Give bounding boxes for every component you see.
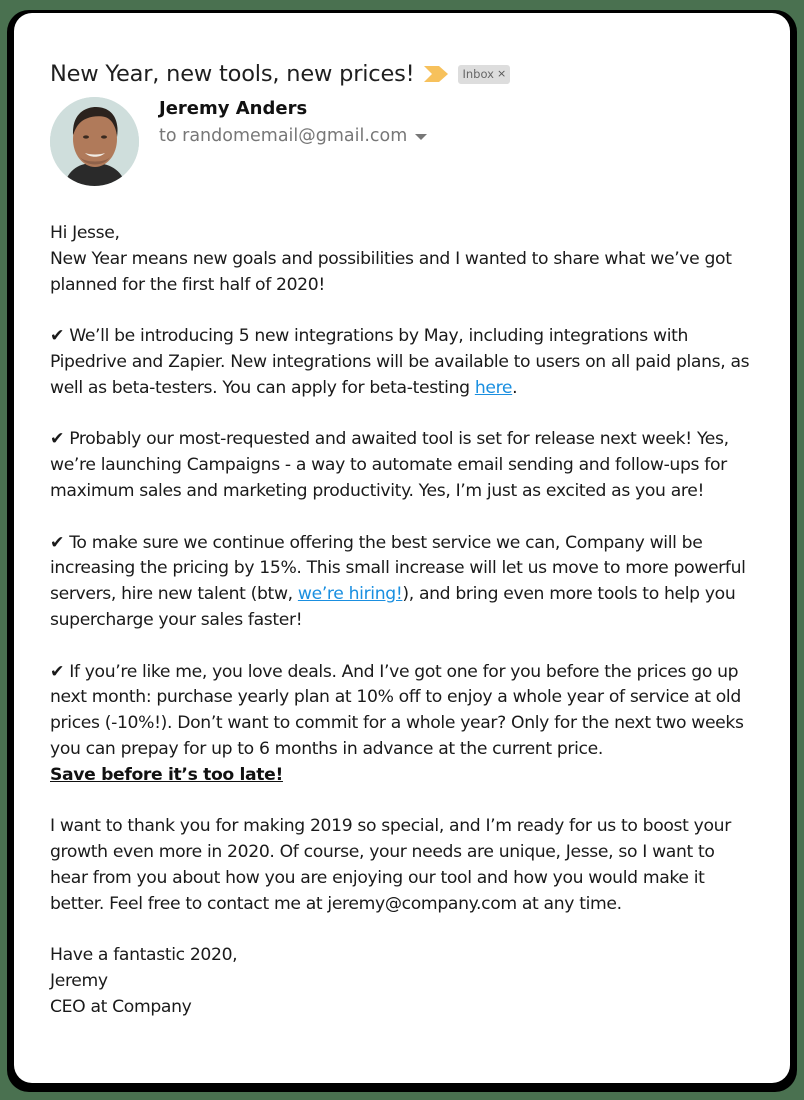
bullet-text: Probably our most-requested and awaited tool is set for release next week! Yes, we’re launching Campaigns - a way to automate email sending and follow-ups for maximum sales and marketing productivity. Yes, I’m just as excited as you are! xyxy=(50,429,729,501)
email-body xyxy=(50,221,750,1021)
recipient-line: to randomemail@gmail.com xyxy=(159,126,408,146)
hiring-link[interactable]: we’re hiring! xyxy=(297,584,403,605)
recipient-details-toggle[interactable] xyxy=(159,126,427,146)
signature-title: CEO at Company xyxy=(50,996,192,1017)
bullet-text-end: . xyxy=(512,377,518,398)
bullet-pricing xyxy=(50,531,750,634)
chevron-down-icon[interactable] xyxy=(415,134,427,140)
greeting: Hi Jesse, xyxy=(50,223,120,243)
checkmark-icon: ✔ xyxy=(50,661,65,682)
remove-label-icon[interactable]: × xyxy=(496,67,507,80)
sender-name: Jeremy Anders xyxy=(159,98,308,119)
signature-name: Jeremy xyxy=(50,971,108,992)
save-cta-link[interactable]: Save before it’s too late! xyxy=(50,764,283,785)
bullet-campaigns xyxy=(50,427,750,504)
inbox-label-text: Inbox xyxy=(462,66,494,81)
bullet-deals xyxy=(50,660,750,789)
thanks-paragraph: I want to thank you for making 2019 so special, and I’m ready for us to boost your growth even more in 2020. Of course, your needs are unique, Jesse, so I want to hear from you about how you are enjoying our tool and how you would make it better. Feel free to contact me at jeremy@company.com at any time. xyxy=(50,816,731,914)
email-card xyxy=(14,13,790,1083)
subject-row xyxy=(50,61,510,87)
checkmark-icon: ✔ xyxy=(50,326,65,347)
importance-marker-icon[interactable] xyxy=(424,66,448,82)
checkmark-icon: ✔ xyxy=(50,429,65,450)
inbox-label-badge[interactable] xyxy=(458,65,510,84)
avatar-photo-icon xyxy=(50,97,139,186)
bullet-text-end: ), and bring even more tools to help you supercharge your sales faster! xyxy=(50,584,736,630)
signoff: Have a fantastic 2020, xyxy=(50,945,238,966)
bullet-text: We’ll be introducing 5 new integrations by May, including integrations with Pipedrive and Zapier. New integrations will be available to users on all paid plans, as well as beta-testers. You can apply for beta-testing xyxy=(50,326,750,398)
beta-testing-link[interactable]: here xyxy=(474,377,513,398)
email-subject: New Year, new tools, new prices! xyxy=(50,61,415,87)
sender-avatar xyxy=(50,97,139,186)
bullet-text: To make sure we continue offering the best service we can, Company will be increasing the pricing by 15%. This small increase will let us move to more powerful servers, hire new talent (btw, xyxy=(50,532,746,605)
bullet-integrations xyxy=(50,324,750,401)
intro-paragraph: New Year means new goals and possibilities and I wanted to share what we’ve got planned for the first half of 2020! xyxy=(50,248,732,295)
bullet-text: If you’re like me, you love deals. And I’ve got one for you before the prices go up next month: purchase yearly plan at 10% off to enjoy a whole year of service at old prices (-10%!). Don’t want to commit for a whole year? Only for the next two weeks you can prepay for up to 6 months in advance at the current price. xyxy=(50,661,744,759)
checkmark-icon: ✔ xyxy=(50,532,65,553)
